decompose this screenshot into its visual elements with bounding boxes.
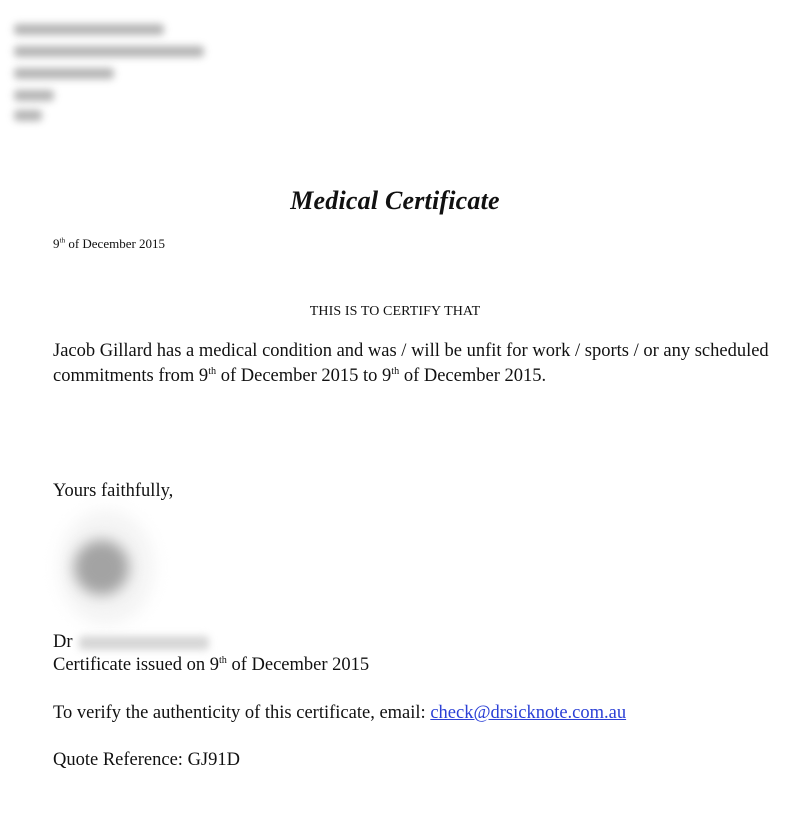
- statement-part-2: of December 2015 to 9: [216, 366, 392, 386]
- quote-reference: Quote Reference: GJ91D: [53, 750, 240, 770]
- signer-prefix: Dr: [53, 632, 73, 652]
- date-rest: of December 2015: [68, 236, 166, 251]
- blurred-letterhead: [14, 22, 214, 132]
- date-day: 9: [53, 236, 60, 251]
- date-suffix: th: [59, 236, 66, 245]
- issued-suffix: of December 2015: [226, 655, 370, 675]
- statement-sup-2: th: [391, 365, 400, 377]
- letterhead-line-blur: [14, 24, 164, 35]
- verify-email-link[interactable]: check@drsicknote.com.au: [430, 703, 627, 723]
- closing-line: Yours faithfully,: [53, 481, 174, 501]
- issued-prefix: Certificate issued on 9: [53, 655, 219, 675]
- signature-mark: [74, 540, 129, 595]
- document-title: Medical Certificate: [290, 186, 500, 215]
- letterhead-line-blur: [14, 110, 42, 121]
- certificate-statement: [53, 339, 773, 389]
- certify-heading: THIS IS TO CERTIFY THAT: [309, 304, 481, 319]
- verify-text: To verify the authenticity of this certificate, email:: [53, 703, 426, 723]
- letterhead-line-blur: [14, 90, 54, 101]
- signer-line: [53, 632, 209, 653]
- issued-sup: th: [218, 654, 227, 666]
- statement-part-1: Jacob Gillard has a medical condition and was / will be unfit for work / sports / or any scheduled commitments from 9: [53, 341, 769, 386]
- verify-line: [53, 703, 626, 724]
- document-date: [53, 236, 165, 252]
- letterhead-line-blur: [14, 68, 114, 79]
- statement-sup-1: th: [208, 365, 217, 377]
- letterhead-line-blur: [14, 46, 204, 57]
- issued-line: [53, 655, 369, 676]
- statement-part-3: of December 2015.: [399, 366, 547, 386]
- signer-name-blur: [79, 636, 209, 650]
- signature-image: [54, 505, 164, 630]
